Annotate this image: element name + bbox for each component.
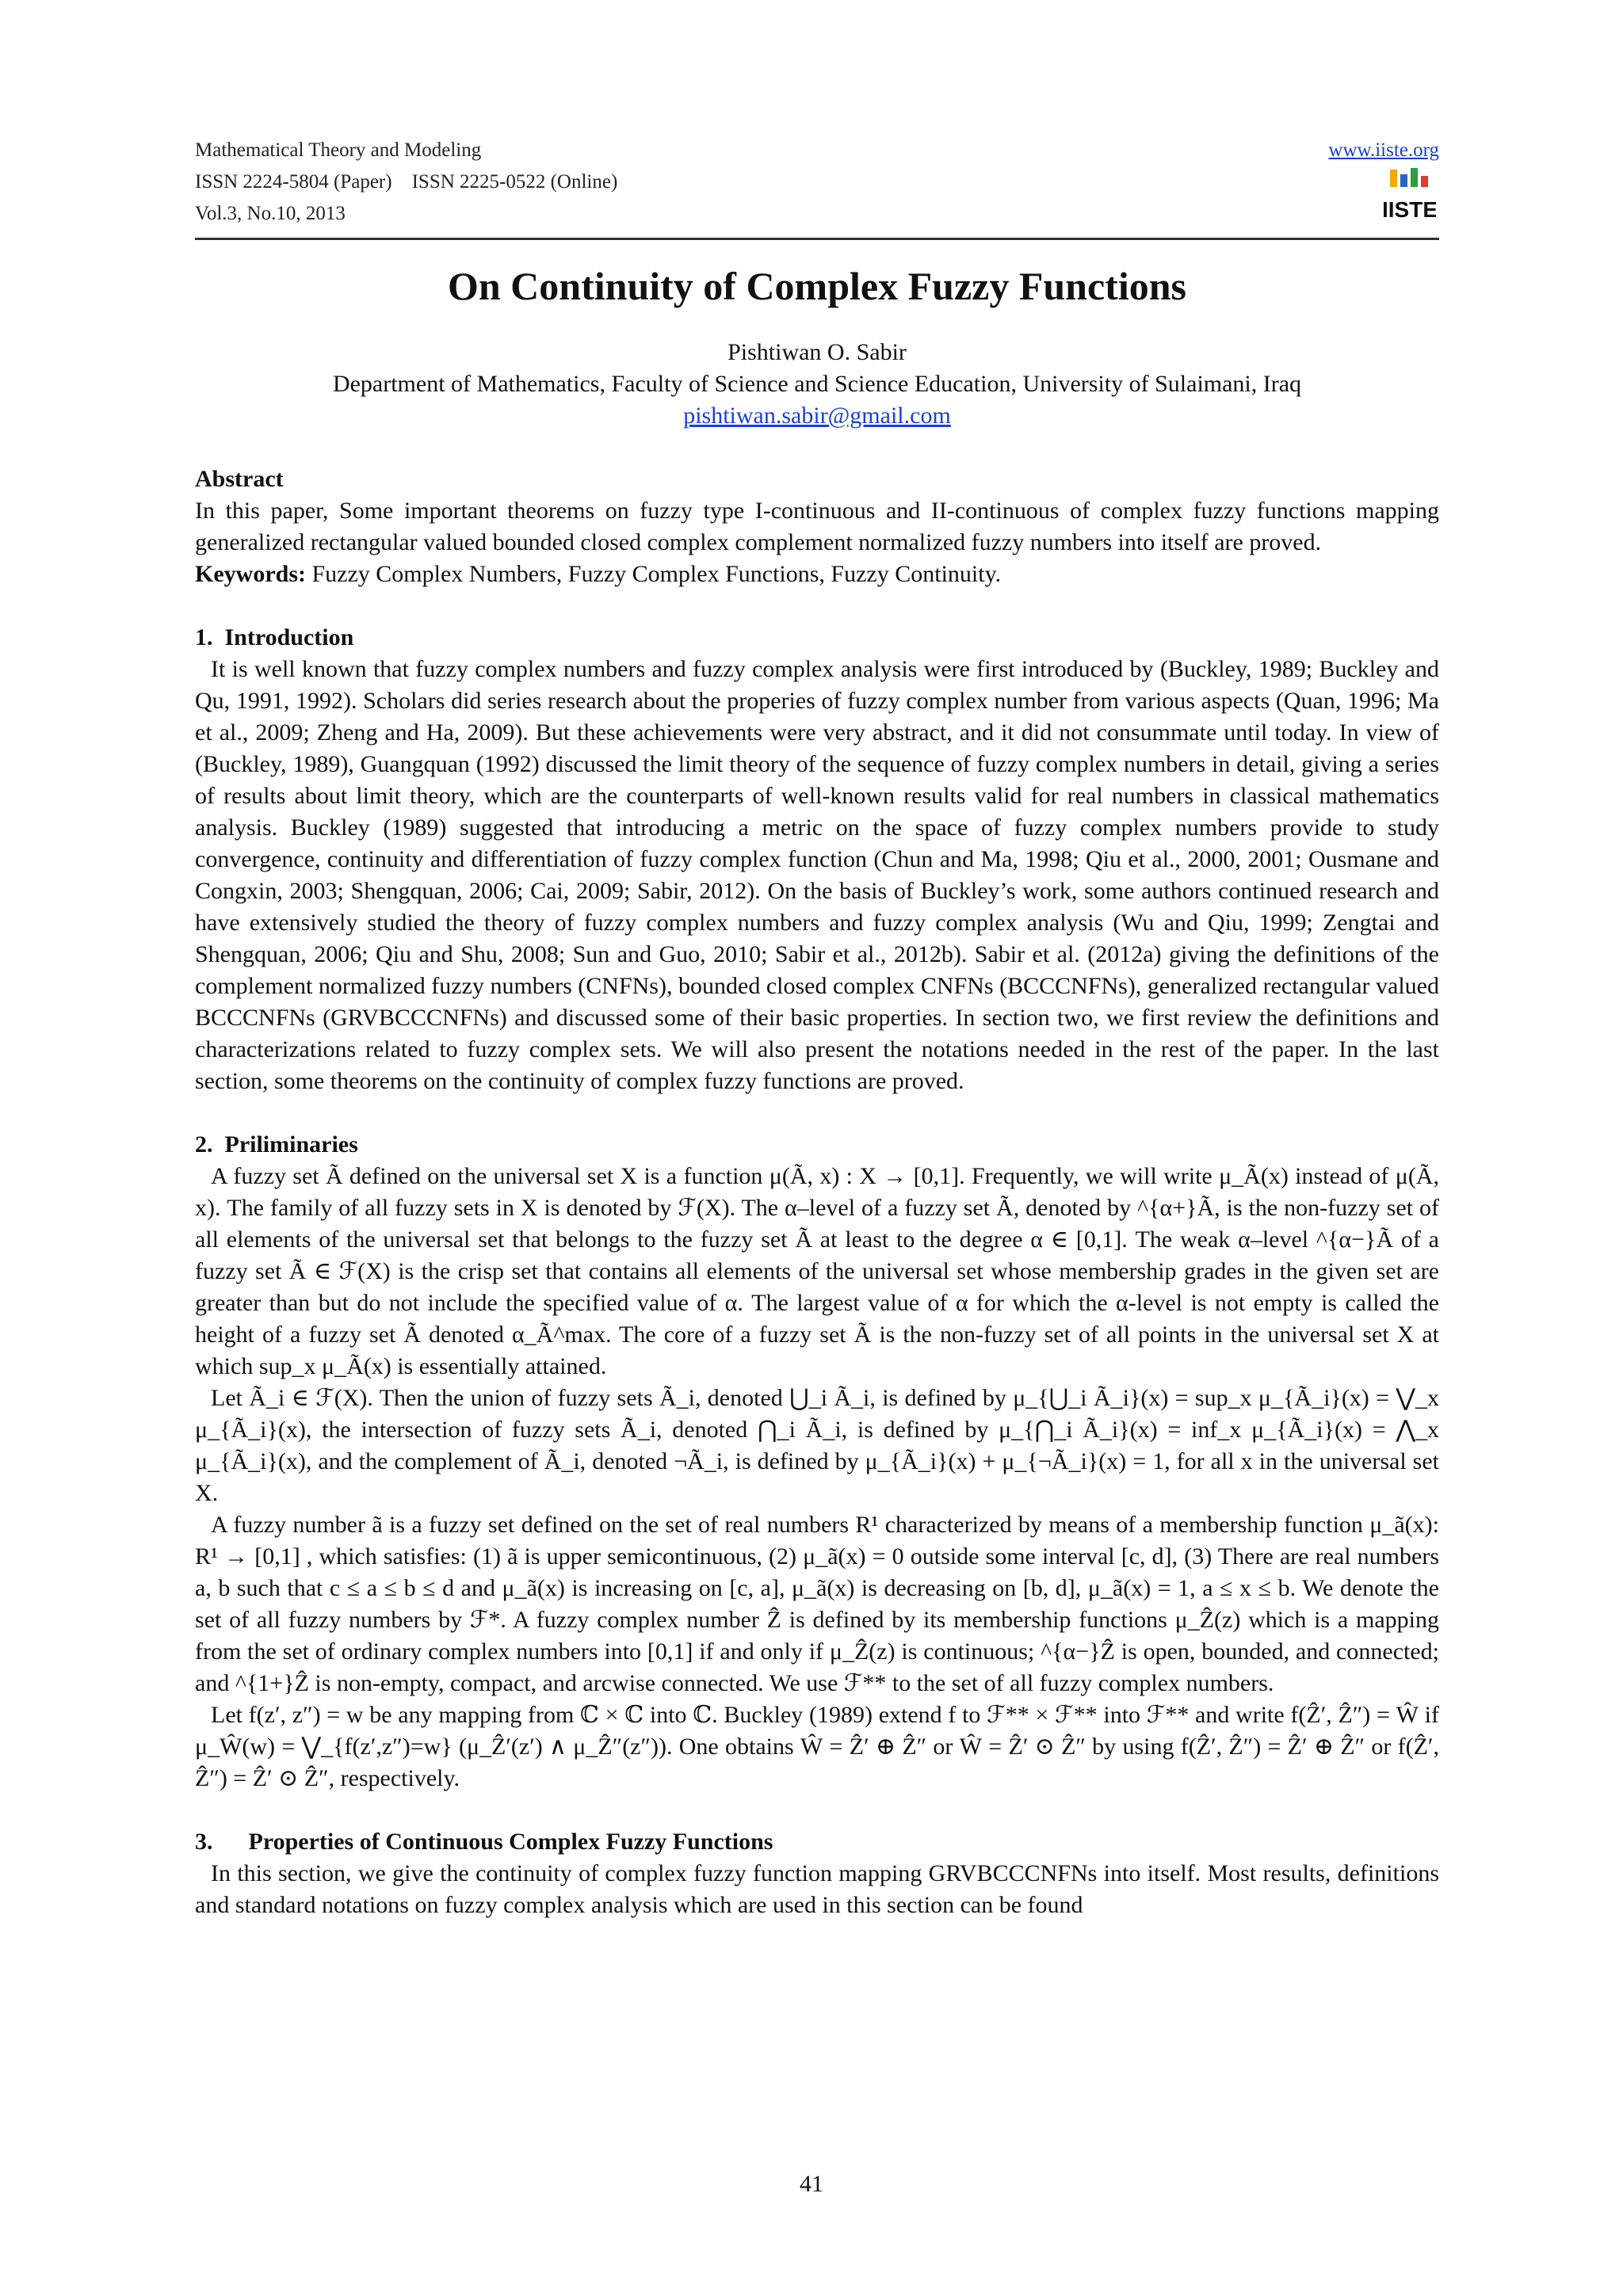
prelim-paragraph-fuzzy-number: A fuzzy number ã is a fuzzy set defined on the set of real numbers R¹ characterized by means of a membership function μ_ã(x): R¹ → [0,1] , which satisfies: (1) ã is upper semicontinuous, (2) μ_ã(x) = 0 outside some interval [c, d], (3) There are real numbers a, b such that c ≤ a ≤ b ≤ d and μ_ã(x) is increasing on [c, a], μ_ã(x) is decreasing on [b, d], μ_ã(x) = 1, a ≤ x ≤ b. We denote the set of all fuzzy numbers by ℱ*. A fuzzy complex number Ẑ is defined by its membership functions μ_Ẑ(z) which is a mapping from the set of ordinary complex numbers into [0,1] if and only if μ_Ẑ(z) is continuous; ^{α−}Ẑ is open, bounded, and connected; and ^{1+}Ẑ is non-empty, compact, and arcwise connected. We use ℱ** to the set of all fuzzy complex numbers. <box>195 1512 1439 1696</box>
author-block <box>195 337 1439 432</box>
prelim-paragraph-fuzzy-set: A fuzzy set Ã defined on the universal set X is a function μ(Ã, x) : X → [0,1]. Frequently, we will write μ_Ã(x) instead of μ(Ã, x). The family of all fuzzy sets in X is denoted by ℱ(X). The α–level of a fuzzy set Ã, denoted by ^{α+}Ã, is the non-fuzzy set of all elements of the universal set that belongs to the fuzzy set Ã at least to the degree α ∈ [0,1]. The weak α–level ^{α−}Ã of a fuzzy set Ã ∈ ℱ(X) is the crisp set that contains all elements of the universal set whose membership grades in the given set are greater than but do not include the specified value of α. The largest value of α for which the α-level is not empty is called the height of a fuzzy set Ã denoted α_Ã^max. The core of a fuzzy set Ã is the non-fuzzy set of all points in the universal set X at which sup_x μ_Ã(x) is essentially attained. <box>195 1163 1439 1379</box>
paper-title: On Continuity of Complex Fuzzy Functions <box>447 264 1186 308</box>
logo-text: IISTE <box>1384 197 1436 222</box>
author-name: Pishtiwan O. Sabir <box>727 339 907 365</box>
paper-page <box>195 135 1439 1921</box>
section-heading-preliminaries: 2. Priliminaries <box>195 1131 358 1158</box>
journal-issn: ISSN 2224-5804 (Paper) ISSN 2225-0522 (Online) <box>195 171 618 193</box>
prelim-paragraph-union: Let Ã_i ∈ ℱ(X). Then the union of fuzzy sets Ã_i, denoted ⋃_i Ã_i, is defined by μ_{⋃_i Ã_i}(x) = sup_x μ_{Ã_i}(x) = ⋁_x μ_{Ã_i}(x), the intersection of fuzzy sets Ã_i, denoted ⋂_i Ã_i, is defined by μ_{⋂_i Ã_i}(x) = inf_x μ_{Ã_i}(x) = ⋀_x μ_{Ã_i}(x), and the complement of Ã_i, denoted ¬Ã_i, is defined by μ_{Ã_i}(x) + μ_{¬Ã_i}(x) = 1, for all x in the universal set X. <box>195 1385 1439 1506</box>
abstract-heading: Abstract <box>195 466 284 492</box>
section-heading-introduction: 1. Introduction <box>195 624 354 650</box>
section-heading-properties: 3. Properties of Continuous Complex Fuzzy Functions <box>195 1829 773 1855</box>
properties-paragraph: In this section, we give the continuity of complex fuzzy function mapping GRVBCCCNFNs into itself. Most results, definitions and standard notations on fuzzy complex analysis which are used in this section can be found <box>195 1860 1439 1918</box>
journal-volume: Vol.3, No.10, 2013 <box>195 203 346 224</box>
page-number: 41 <box>800 2171 823 2197</box>
keywords-line <box>195 559 1439 590</box>
author-email-link[interactable]: pishtiwan.sabir@gmail.com <box>683 402 951 429</box>
author-affiliation: Department of Mathematics, Faculty of Science and Science Education, University of Sulaimani, Iraq <box>332 371 1302 397</box>
journal-name: Mathematical Theory and Modeling <box>195 139 482 161</box>
keywords-label: Keywords: <box>195 561 306 587</box>
abstract-text: In this paper, Some important theorems on fuzzy type I-continuous and II-continuous of complex fuzzy functions mapping generalized rectangular valued bounded closed complex complement normalized fuzzy numbers into itself are proved. <box>195 498 1439 555</box>
header-rule <box>195 238 1439 240</box>
iiste-logo-icon <box>1384 168 1436 225</box>
journal-website-link[interactable]: www.iiste.org <box>1328 139 1439 161</box>
prelim-paragraph-mapping: Let f(z′, z″) = w be any mapping from ℂ × ℂ into ℂ. Buckley (1989) extend f to ℱ** × ℱ** into ℱ** and write f(Ẑ′, Ẑ″) = Ŵ if μ_Ŵ(w) = ⋁_{f(z′,z″)=w} (μ_Ẑ′(z′) ∧ μ_Ẑ″(z″)). One obtains Ŵ = Ẑ′ ⊕ Ẑ″ or Ŵ = Ẑ′ ⊙ Ẑ″ by using f(Ẑ′, Ẑ″) = Ẑ′ ⊕ Ẑ″ or f(Ẑ′, Ẑ″) = Ẑ′ ⊙ Ẑ″, respectively. <box>195 1702 1439 1791</box>
intro-paragraph: It is well known that fuzzy complex numbers and fuzzy complex analysis were first introduced by (Buckley, 1989; Buckley and Qu, 1991, 1992). Scholars did series research about the properies of fuzzy complex number from various aspects (Quan, 1996; Ma et al., 2009; Zheng and Ha, 2009). But these achievements were very abstract, and it did not consummate until today. In view of (Buckley, 1989), Guangquan (1992) discussed the limit theory of the sequence of fuzzy complex numbers in detail, giving a series of results about limit theory, which are the counterparts of well-known results valid for real numbers in classical mathematics analysis. Buckley (1989) suggested that introducing a metric on the space of fuzzy complex numbers provide to study convergence, continuity and differentiation of fuzzy complex function (Chun and Ma, 1998; Qiu et al., 2000, 2001; Ousmane and Congxin, 2003; Shengquan, 2006; Cai, 2009; Sabir, 2012). On the basis of Buckley’s work, some authors continued research and have extensively studied the theory of fuzzy complex numbers and fuzzy complex analysis (Wu and Qiu, 1999; Zengtai and Shengquan, 2006; Qiu and Shu, 2008; Sun and Guo, 2010; Sabir et al., 2012b). Sabir et al. (2012a) giving the definitions of the complement normalized fuzzy numbers (CNFNs), bounded closed complex CNFNs (BCCCNFNs), generalized rectangular valued BCCCNFNs (GRVBCCCNFNs) and discussed some of their basic properties. In section two, we first review the definitions and characterizations related to fuzzy complex sets. We will also present the notations needed in the rest of the paper. In the last section, some theorems on the continuity of complex fuzzy functions are proved. <box>195 656 1439 1094</box>
keywords-text: Fuzzy Complex Numbers, Fuzzy Complex Functions, Fuzzy Continuity. <box>305 561 1002 587</box>
journal-info <box>195 135 1439 230</box>
journal-header <box>195 135 1439 230</box>
